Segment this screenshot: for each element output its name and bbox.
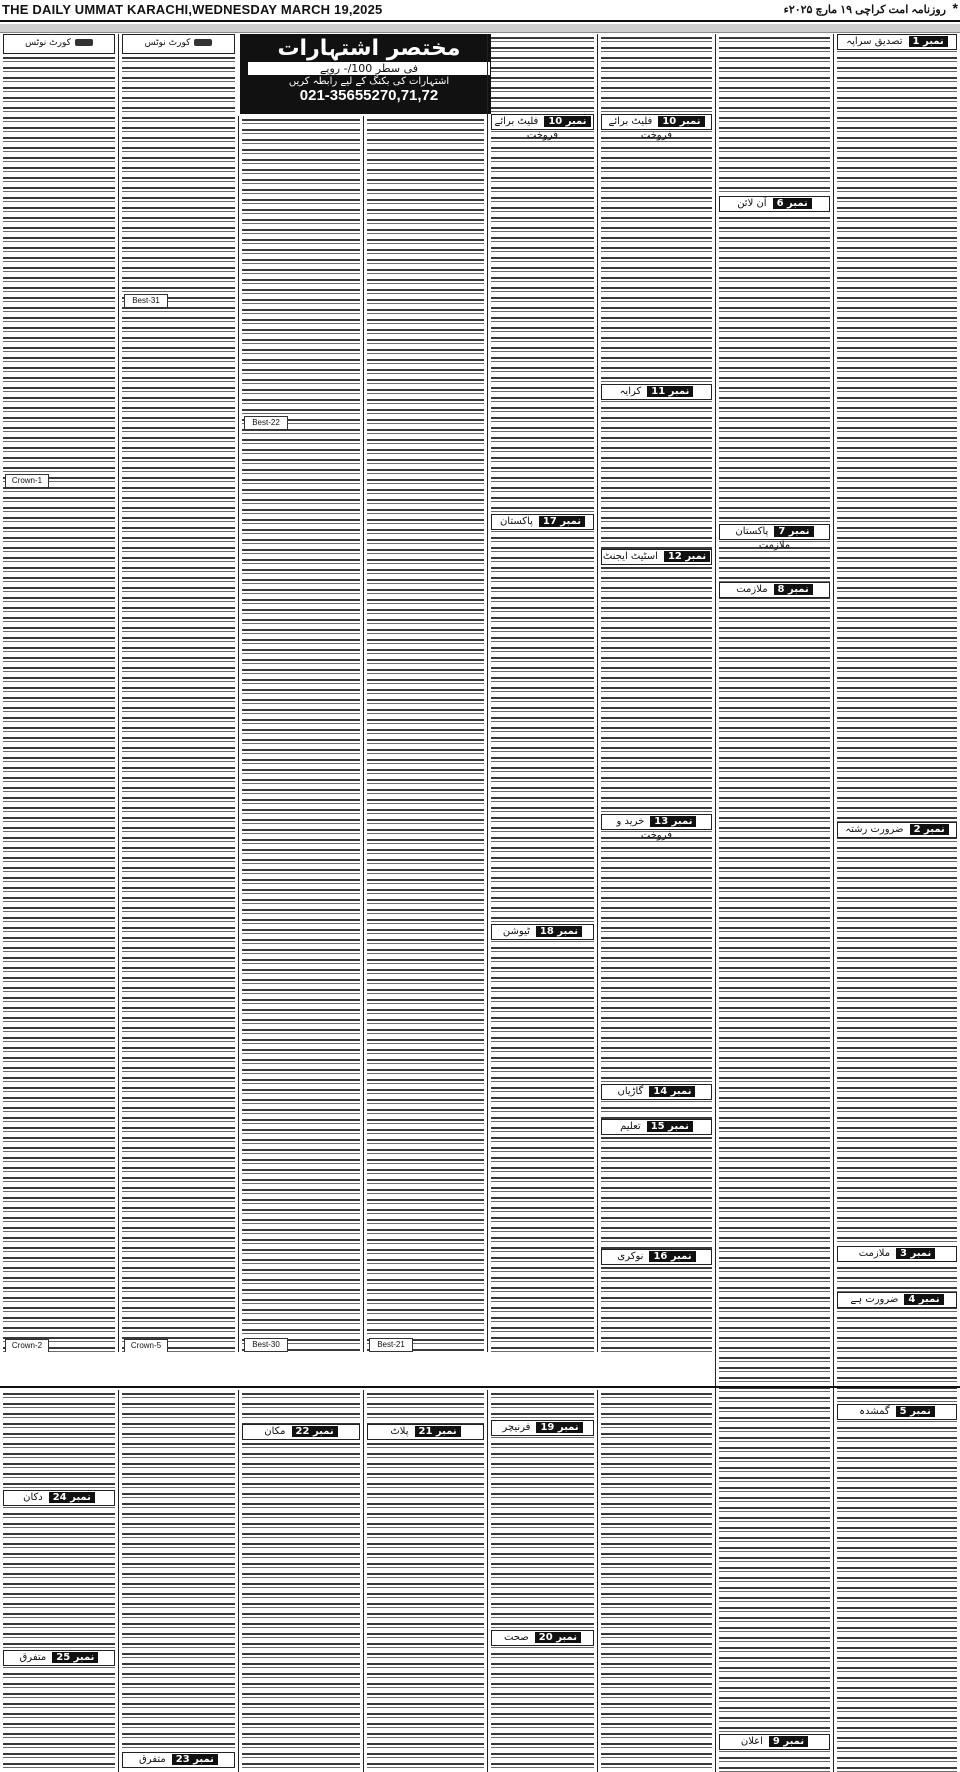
classifieds-page	[0, 34, 960, 1772]
gavel-icon	[75, 39, 93, 46]
section-header-5: نمبر 5گمشدہ	[837, 1404, 957, 1420]
section-header-25: نمبر 25متفرق	[3, 1650, 115, 1666]
section-header-9: نمبر 9اعلان	[719, 1734, 830, 1750]
column-bottom-6	[597, 1390, 715, 1772]
column-6	[597, 34, 715, 1352]
court-notice-header: کورٹ نوٹس	[3, 34, 115, 54]
section-header-23: نمبر 23متفرق	[122, 1752, 235, 1768]
column-bottom-3	[238, 1390, 363, 1772]
section-header-11: نمبر 11کرایہ	[601, 384, 712, 400]
urdu-date: روزنامہ امت کراچی ۱۹ مارچ ۲۰۲۵ء	[783, 4, 946, 16]
column-bottom-5	[487, 1390, 597, 1772]
column-court-2	[118, 34, 238, 1352]
notice-stamp: Best-22	[244, 416, 288, 430]
section-header-8: نمبر 8ملازمت	[719, 582, 830, 598]
short-ads-box	[240, 34, 498, 114]
column-8	[833, 34, 960, 1772]
column-court-1	[0, 34, 118, 1352]
column-5	[487, 34, 597, 1352]
column-bottom-4	[363, 1390, 487, 1772]
notice-stamp: Crown-5	[124, 1339, 168, 1352]
section-header-13: نمبر 13خرید و فروخت	[601, 814, 712, 830]
section-header-21: نمبر 21پلاٹ	[367, 1424, 484, 1440]
section-header-20: نمبر 20صحت	[491, 1630, 594, 1646]
gavel-icon	[194, 39, 212, 46]
newspaper-title: THE DAILY UMMAT KARACHI,WEDNESDAY MARCH 19,2025	[2, 2, 383, 17]
star-icon: *	[952, 0, 958, 16]
masthead	[0, 0, 960, 22]
section-header-16: نمبر 16نوکری	[601, 1249, 712, 1265]
section-header-17: نمبر 17پاکستان	[491, 514, 594, 530]
section-header-2: نمبر 2ضرورت رشتہ	[837, 822, 957, 838]
header-rule	[0, 24, 960, 33]
notice-stamp: Crown-2	[5, 1339, 49, 1352]
section-header-3: نمبر 3ملازمت	[837, 1246, 957, 1262]
section-header-12: نمبر 12اسٹیٹ ایجنٹ	[601, 549, 712, 565]
column-bottom-1	[0, 1390, 118, 1772]
section-header-7: نمبر 7پاکستان ملازمت	[719, 524, 830, 540]
notice-stamp: Best-30	[244, 1338, 288, 1352]
column-court-4	[363, 116, 487, 1352]
court-notice-header: کورٹ نوٹس	[122, 34, 235, 54]
notice-stamp: Best-21	[369, 1338, 413, 1352]
ad-box-title: مختصر اشتہارات	[277, 36, 461, 61]
section-header-10: نمبر 10فلیٹ برائے فروخت	[491, 114, 594, 130]
ad-box-rate: فی سطر 100/- روپے	[248, 62, 490, 75]
column-7	[715, 34, 833, 1772]
notice-stamp: Crown-1	[5, 474, 49, 488]
ad-box-phone: 021-35655270,71,72	[299, 87, 439, 104]
section-header-18: نمبر 18ٹیوشن	[491, 924, 594, 940]
section-header-1: نمبر 1تصدیق سراپہ	[837, 34, 957, 50]
section-header-14: نمبر 14گاڑیاں	[601, 1084, 712, 1100]
section-header-22: نمبر 22مکان	[242, 1424, 360, 1440]
section-header-6: نمبر 6آن لائن	[719, 196, 830, 212]
section-header-15: نمبر 15تعلیم	[601, 1119, 712, 1135]
notice-stamp: Best-31	[124, 294, 168, 308]
bottom-divider	[0, 1386, 960, 1388]
section-header-24: نمبر 24دکان	[3, 1490, 115, 1506]
section-header-4: نمبر 4ضرورت ہے	[837, 1292, 957, 1308]
section-header-19: نمبر 19فرنیچر	[491, 1420, 594, 1436]
section-header-10b: نمبر 10فلیٹ برائے فروخت	[601, 114, 712, 130]
column-court-3	[238, 116, 363, 1352]
ad-box-note: اشتہارات کی بکنگ کے لیے رابطہ کریں	[288, 76, 450, 87]
column-bottom-2	[118, 1390, 238, 1772]
